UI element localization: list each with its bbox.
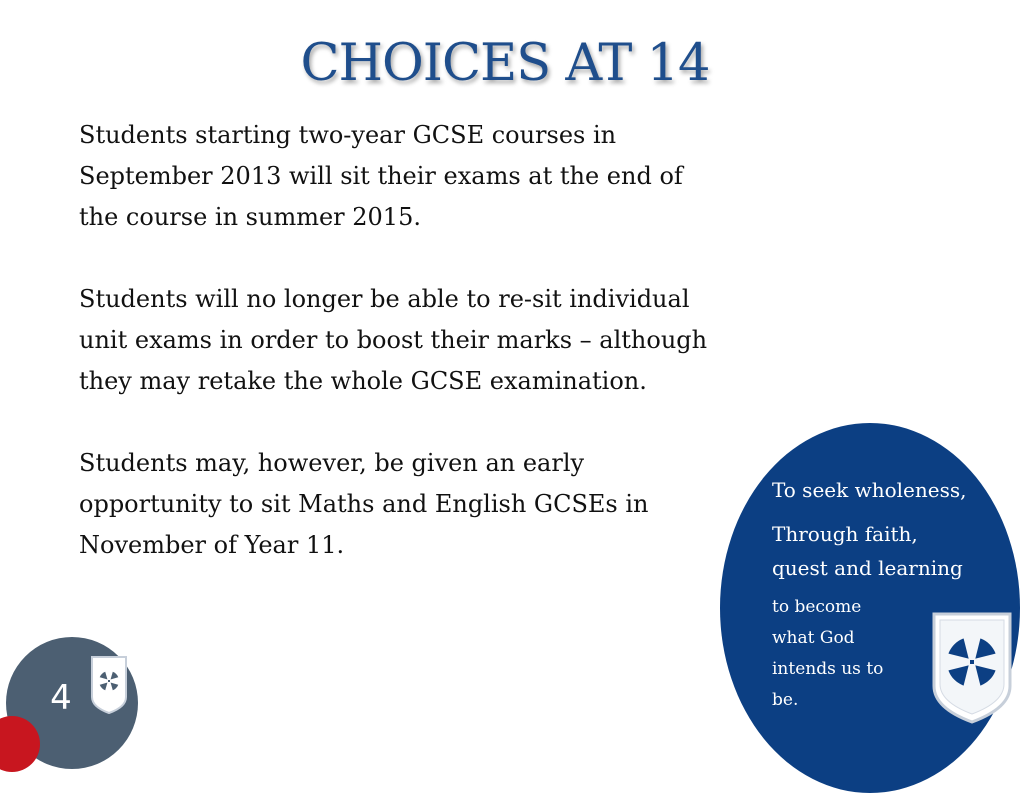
- small-shield-icon: [90, 655, 128, 715]
- motto-line-1: To seek wholeness,: [772, 478, 967, 502]
- paragraph-resit-rules: Students will no longer be able to re-sit individual unit exams in order to boost their marks – although they may retake the whole GCSE examination.: [79, 285, 708, 395]
- slide-body: [79, 115, 719, 607]
- slide-title: CHOICES AT 14: [300, 34, 710, 93]
- motto-line-2: Through faith, quest and learning: [772, 522, 963, 580]
- page-number: 4: [50, 678, 72, 718]
- paragraph-early-entry: Students may, however, be given an early opportunity to sit Maths and English GCSEs in November of Year 11.: [79, 449, 649, 559]
- cross-shield-icon: [930, 612, 1014, 724]
- paragraph-exam-timing: Students starting two-year GCSE courses in September 2013 will sit their exams at the end of the course in summer 2015.: [79, 121, 683, 231]
- motto-line-3: to become what God intends us to be.: [772, 597, 884, 710]
